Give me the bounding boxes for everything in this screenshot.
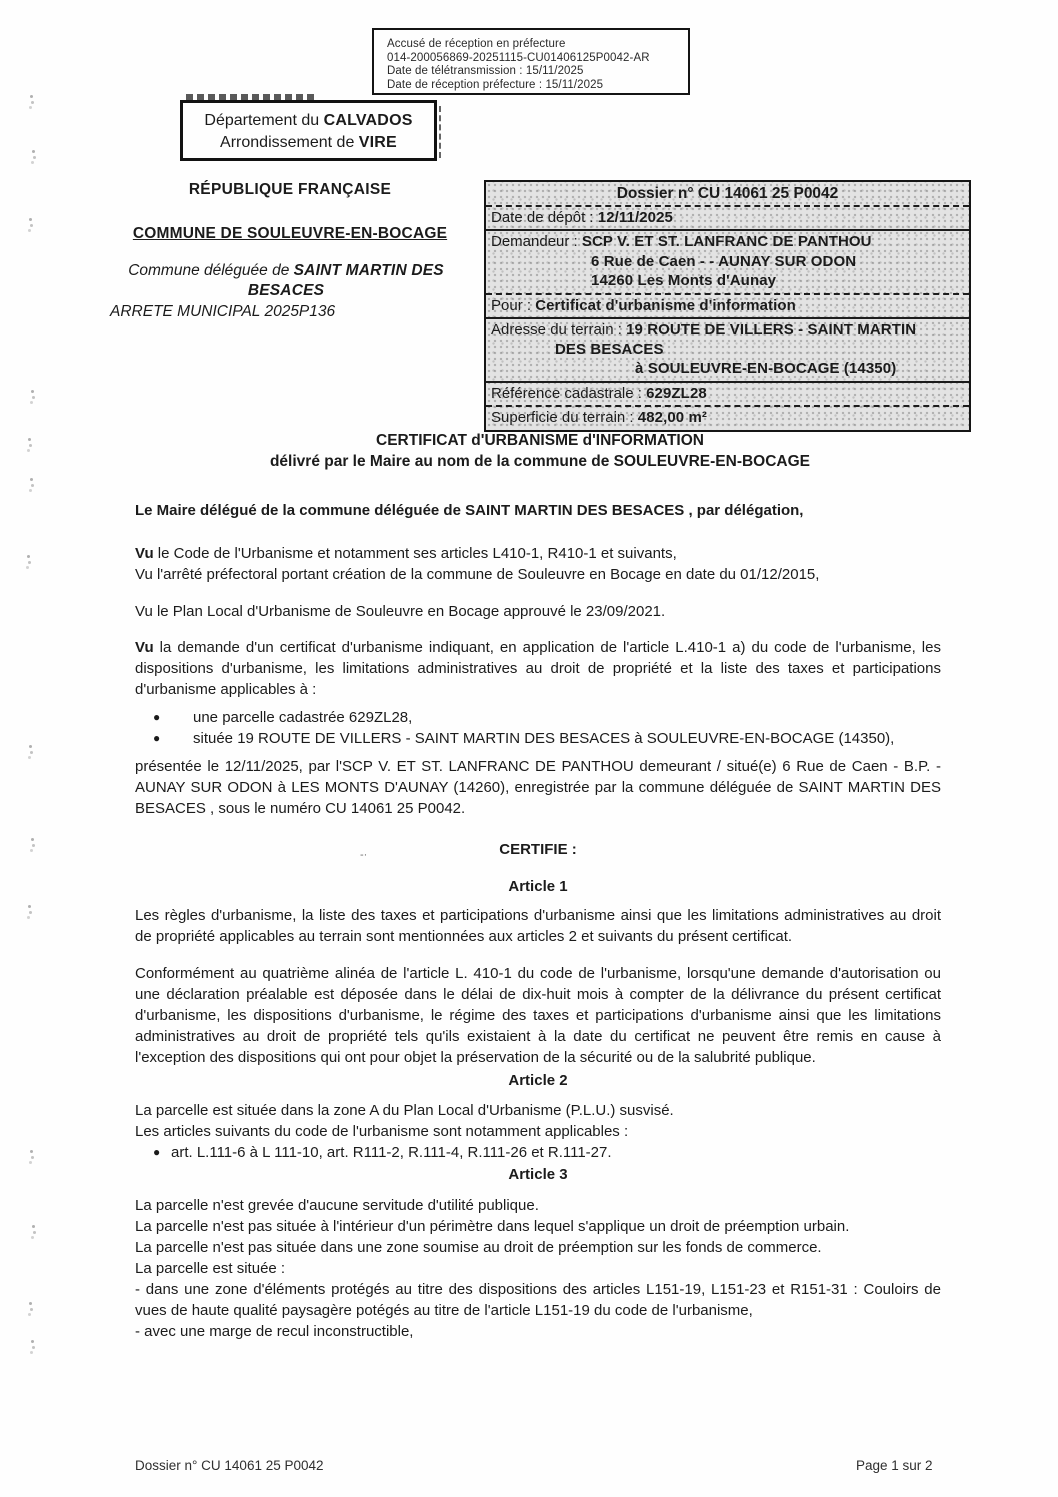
- article-3-heading: Article 3: [508, 1166, 568, 1183]
- table-row-superficie: Superficie du terrain : 482,00 m²: [486, 405, 969, 430]
- table-row-demandeur: Demandeur : SCP V. ET ST. LANFRANC DE PANTHOU 6 Rue de Caen - - AUNAY SUR ODON 14260 Les Monts d'Aunay: [486, 229, 969, 293]
- prefecture-stamp-box: [372, 28, 690, 95]
- certificate-title-line1: CERTIFICAT d'URBANISME d'INFORMATION: [376, 432, 704, 449]
- department-box: [180, 100, 437, 161]
- scan-artifact: [31, 1340, 34, 1343]
- stamp-line: Accusé de réception en préfecture: [387, 38, 566, 50]
- scan-artifact: [29, 218, 32, 221]
- footer-dossier-number: Dossier n° CU 14061 25 P0042: [135, 1458, 324, 1473]
- vu-paragraph-2: Vu le Plan Local d'Urbanisme de Souleuvre en Bocage approuvé le 23/09/2021.: [135, 603, 666, 620]
- scan-artifact: [439, 106, 441, 158]
- scan-artifact: [30, 95, 33, 98]
- vu-paragraph-1: Vu le Code de l'Urbanisme et notamment ses articles L410-1, R410-1 et suivants, Vu l'arrêté préfectoral portant création de la commune de Souleuvre en Bocage en date du 01/12/2015,: [135, 545, 820, 583]
- table-row-adresse: Adresse du terrain : 19 ROUTE DE VILLERS - SAINT MARTIN DES BESACES à SOULEUVRE-EN-BOCAGE (14350): [486, 317, 969, 381]
- article-1-paragraph-2: Conformément au quatrième alinéa de l'article L. 410-1 du code de l'urbanisme, lorsqu'une demande d'autorisation ou une déclaration préalable est déposée dans le délai de dix-huit mois à compter de la délivrance du présent certificat d'urbanisme, les dispositions d'urbanisme, le régime des taxes et participations d'urbanisme ainsi que les limitations administratives au droit de propriété tels qu'ils existaient à la date du certificat ne peuvent être remis en cause à l'exception des dispositions qui ont pour objet la préservation de la sécurité ou de la salubrité publique.: [135, 965, 941, 1066]
- left-header: [100, 180, 480, 322]
- bullet-icon: ●: [153, 1145, 161, 1159]
- scan-artifact: [28, 905, 31, 908]
- stamp-teletransmission-date: Date de télétransmission : 15/11/2025: [387, 65, 584, 77]
- department-line: Département du CALVADOS: [204, 112, 413, 129]
- stamp-reception-date: Date de réception préfecture : 15/11/2025: [387, 78, 604, 91]
- arrete-municipal: ARRETE MUNICIPAL 2025P136: [110, 303, 336, 320]
- scan-artifact: [29, 745, 32, 748]
- table-row-reference-cadastrale: Référence cadastrale : 629ZL28: [486, 381, 969, 406]
- document-body: [135, 500, 941, 1342]
- bullet-icon: ●: [153, 731, 161, 745]
- presentee-paragraph: présentée le 12/11/2025, par l'SCP V. ET ST. LANFRANC DE PANTHOU demeurant / situé(e) 6 Rue de Caen - B.P. - AUNAY SUR ODON à LES MONTS D'AUNAY (14260), enregistrée par la commune déléguée de SAINT MARTIN DES BESACES , sous le numéro CU 14061 25 P0042.: [135, 758, 941, 817]
- parcel-bullet-list: [135, 707, 941, 749]
- vu-paragraph-3: Vu la demande d'un certificat d'urbanisme indiquant, en application de l'article L.410-1 a) du code de l'urbanisme, les dispositions d'urbanisme, les limitations administratives au droit de propriété et la liste des taxes et participations d'urbanisme applicables à :: [135, 639, 941, 698]
- scan-artifact: [27, 555, 30, 558]
- article-1-heading: Article 1: [508, 878, 568, 895]
- list-item: ● située 19 ROUTE DE VILLERS - SAINT MARTIN DES BESACES à SOULEUVRE-EN-BOCAGE (14350),: [153, 730, 895, 747]
- scan-artifact: [30, 478, 33, 481]
- scan-artifact: [30, 1150, 33, 1153]
- scan-artifact: [31, 390, 34, 393]
- scan-artifact: [32, 150, 35, 153]
- bullet-icon: ●: [153, 710, 161, 724]
- certificate-title-line2: délivré par le Maire au nom de la commune de SOULEUVRE-EN-BOCAGE: [269, 453, 811, 470]
- article-2-paragraph: La parcelle est située dans la zone A du Plan Local d'Urbanisme (P.L.U.) susvisé. Les articles suivants du code de l'urbanisme sont notamment applicables : ● art. L.111-6 à L 111-10, art. R111-2, R.111-4, R.111-26 et R.111-27.: [135, 1100, 941, 1163]
- republic-title: RÉPUBLIQUE FRANÇAISE: [188, 181, 392, 198]
- certificate-title: [0, 430, 1058, 472]
- list-item: ● art. L.111-6 à L 111-10, art. R111-2, R.111-4, R.111-26 et R.111-27.: [153, 1144, 612, 1161]
- certifie-heading: CERTIFIE :: [499, 841, 577, 858]
- dossier-table: [484, 180, 971, 432]
- article-1-paragraph-1: Les règles d'urbanisme, la liste des taxes et participations d'urbanisme ainsi que les limitations administratives au droit de propriété applicables au terrain sont mentionnées aux articles 2 et suivants du présent certificat.: [135, 907, 941, 945]
- stamp-reference: 014-200056869-20251115-CU01406125P0042-AR: [387, 51, 650, 64]
- commune-title: COMMUNE DE SOULEUVRE-EN-BOCAGE: [132, 225, 448, 242]
- scan-artifact: [32, 1225, 35, 1228]
- list-item: ● une parcelle cadastrée 629ZL28,: [153, 709, 413, 726]
- footer-page-number: Page 1 sur 2: [856, 1458, 933, 1473]
- delegated-commune-line: Commune déléguée de SAINT MARTIN DES BESACES: [128, 262, 444, 299]
- table-row-date-depot: Date de dépôt : 12/11/2025: [486, 205, 969, 230]
- scan-artifact: [29, 1302, 32, 1305]
- scan-artifact: [28, 438, 31, 441]
- article-3-paragraph: La parcelle n'est grevée d'aucune servitude d'utilité publique. La parcelle n'est pas située à l'intérieur d'un périmètre dans lequel s'applique un droit de préemption urbain. La parcelle n'est pas située dans une zone soumise au droit de préemption sur les fonds de commerce. La parcelle est située : - dans une zone d'éléments protégés au titre des dispositions des articles L151-19, L151-23 et R151-31 : Couloirs de vues de haute qualité paysagère potégés au titre de l'article L151-19 du code de l'urbanisme, - avec une marge de recul inconstructible,: [135, 1197, 941, 1340]
- article-2-heading: Article 2: [508, 1072, 568, 1089]
- dossier-number-header: Dossier n° CU 14061 25 P0042: [616, 185, 839, 202]
- maire-delegation-line: Le Maire délégué de la commune déléguée de SAINT MARTIN DES BESACES , par délégation,: [135, 502, 804, 519]
- arrondissement-line: Arrondissement de VIRE: [220, 134, 397, 151]
- scan-artifact: [31, 838, 34, 841]
- scan-artifact: -·: [360, 849, 368, 861]
- table-row-pour: Pour : Certificat d'urbanisme d'information: [486, 293, 969, 318]
